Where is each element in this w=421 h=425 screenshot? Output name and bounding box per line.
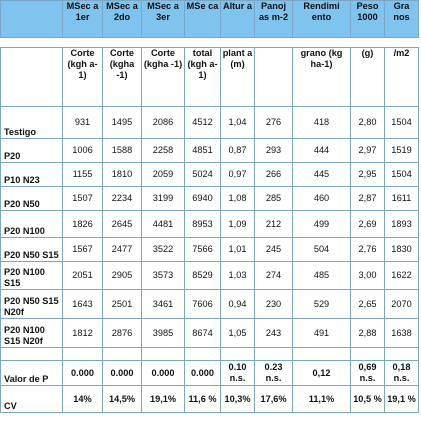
table-row	[1, 187, 419, 211]
table-cell: 931	[63, 107, 103, 139]
table-cell: 1,09	[221, 211, 255, 238]
table-cell: 485	[293, 262, 351, 290]
table-row	[1, 238, 419, 262]
table-row	[1, 211, 419, 238]
table-row	[1, 1, 419, 38]
table-cell: 2,65	[351, 290, 385, 319]
table-cell: 293	[255, 139, 293, 163]
table-row	[1, 38, 419, 48]
table-cell: 8529	[185, 262, 221, 290]
row-label: P20	[1, 139, 63, 163]
table-row	[1, 319, 419, 348]
table-cell: 243	[255, 319, 293, 348]
table-cell: 3199	[142, 187, 185, 211]
column-header: MSec a 1er	[63, 1, 103, 38]
footer-cell: 11,6 %	[185, 386, 221, 413]
table-cell: 212	[255, 211, 293, 238]
column-header: Peso 1000	[351, 1, 385, 38]
footer-cell: 0,69 n.s.	[351, 361, 385, 386]
table-row	[1, 348, 419, 361]
spacer-cell	[351, 38, 385, 48]
column-header: Panoj as m-2	[255, 1, 293, 38]
column-subheader: grano (kg ha-1)	[293, 48, 351, 107]
table-cell: 1,01	[221, 238, 255, 262]
table-cell: 2086	[142, 107, 185, 139]
table-cell: 1504	[385, 163, 419, 187]
footer-label: Valor de P	[1, 361, 63, 386]
column-header: Gra nos	[385, 1, 419, 38]
table-cell: 7566	[185, 238, 221, 262]
footer-cell: 0.000	[185, 361, 221, 386]
spacer-cell	[63, 38, 103, 48]
table-cell: 0,94	[221, 290, 255, 319]
table-cell: 1,08	[221, 187, 255, 211]
footer-cell: 11,1%	[293, 386, 351, 413]
spacer-cell	[103, 38, 142, 48]
blank-cell	[385, 348, 419, 361]
table-cell: 445	[293, 163, 351, 187]
blank-cell	[1, 348, 63, 361]
table-cell: 276	[255, 107, 293, 139]
table-row	[1, 262, 419, 290]
table-cell: 1830	[385, 238, 419, 262]
table-cell: 1519	[385, 139, 419, 163]
subheader-corner	[1, 48, 63, 107]
column-subheader: Corte (kgh a-1)	[63, 48, 103, 107]
table-cell: 274	[255, 262, 293, 290]
footer-cell: 19,1 %	[385, 386, 419, 413]
header-corner	[1, 1, 63, 38]
table-cell: 2,80	[351, 107, 385, 139]
table-row	[1, 107, 419, 139]
table-cell: 2059	[142, 163, 185, 187]
table-cell: 2,97	[351, 139, 385, 163]
table-cell: 1504	[385, 107, 419, 139]
table-cell: 499	[293, 211, 351, 238]
footer-cell: 0.000	[63, 361, 103, 386]
table-cell: 1006	[63, 139, 103, 163]
table-cell: 460	[293, 187, 351, 211]
table-cell: 3985	[142, 319, 185, 348]
table-cell: 2876	[103, 319, 142, 348]
table-cell: 1643	[63, 290, 103, 319]
footer-cell: 0.000	[142, 361, 185, 386]
table-cell: 266	[255, 163, 293, 187]
column-subheader: Corte (kgha -1)	[103, 48, 142, 107]
blank-cell	[103, 348, 142, 361]
footer-label: CV	[1, 386, 63, 413]
table-cell: 2,88	[351, 319, 385, 348]
table-cell: 2070	[385, 290, 419, 319]
table-cell: 1893	[385, 211, 419, 238]
footer-cell: 10,5 %	[351, 386, 385, 413]
blank-cell	[221, 348, 255, 361]
table-row	[1, 290, 419, 319]
footer-cell: 14%	[63, 386, 103, 413]
table-cell: 3522	[142, 238, 185, 262]
table-cell: 4851	[185, 139, 221, 163]
table-cell: 1567	[63, 238, 103, 262]
column-subheader: (g)	[351, 48, 385, 107]
column-subheader: Corte (kgha -1)	[142, 48, 185, 107]
footer-cell: 19,1%	[142, 386, 185, 413]
table-cell: 0,97	[221, 163, 255, 187]
table-cell: 1155	[63, 163, 103, 187]
table-cell: 1495	[103, 107, 142, 139]
row-label: P20 N50 S15 N20f	[1, 290, 63, 319]
column-header: Rendimi ento	[293, 1, 351, 38]
table-cell: 1810	[103, 163, 142, 187]
table-cell: 2,69	[351, 211, 385, 238]
table-cell: 230	[255, 290, 293, 319]
column-header: MSec a 2do	[103, 1, 142, 38]
column-header: MSe ca	[185, 1, 221, 38]
row-label: P20 N100 S15	[1, 262, 63, 290]
table-cell: 491	[293, 319, 351, 348]
table-cell: 5024	[185, 163, 221, 187]
table-cell: 2051	[63, 262, 103, 290]
row-label: P20 N50 S15	[1, 238, 63, 262]
blank-cell	[63, 348, 103, 361]
spacer-cell	[255, 38, 293, 48]
table-cell: 1507	[63, 187, 103, 211]
blank-cell	[142, 348, 185, 361]
blank-cell	[255, 348, 293, 361]
table-cell: 2,76	[351, 238, 385, 262]
spacer-cell	[185, 38, 221, 48]
table-cell: 4512	[185, 107, 221, 139]
footer-cell: 0.000	[103, 361, 142, 386]
table-cell: 1,05	[221, 319, 255, 348]
table-cell: 529	[293, 290, 351, 319]
column-header: Altur a	[221, 1, 255, 38]
table-row	[1, 386, 419, 413]
spacer-cell	[1, 38, 63, 48]
table-cell: 7606	[185, 290, 221, 319]
table-cell: 8674	[185, 319, 221, 348]
table-cell: 2,95	[351, 163, 385, 187]
row-label: P20 N50	[1, 187, 63, 211]
blank-cell	[185, 348, 221, 361]
table-cell: 2905	[103, 262, 142, 290]
table-cell: 0,87	[221, 139, 255, 163]
table-cell: 504	[293, 238, 351, 262]
table-cell: 245	[255, 238, 293, 262]
column-subheader: plant a (m)	[221, 48, 255, 107]
table-cell: 1588	[103, 139, 142, 163]
table-cell: 444	[293, 139, 351, 163]
table-cell: 1,03	[221, 262, 255, 290]
row-label: P20 N100	[1, 211, 63, 238]
table-cell: 2645	[103, 211, 142, 238]
column-subheader: total (kgh a-1)	[185, 48, 221, 107]
table-cell: 1,04	[221, 107, 255, 139]
table-row	[1, 361, 419, 386]
table-cell: 2234	[103, 187, 142, 211]
row-label: P20 N100 S15 N20f	[1, 319, 63, 348]
table-cell: 1611	[385, 187, 419, 211]
table-row	[1, 139, 419, 163]
footer-cell: 10,3%	[221, 386, 255, 413]
table-cell: 4481	[142, 211, 185, 238]
table-cell: 2,87	[351, 187, 385, 211]
footer-cell: 0,18 n.s.	[385, 361, 419, 386]
table-cell: 3461	[142, 290, 185, 319]
footer-cell: 0,12	[293, 361, 351, 386]
spacer-cell	[293, 38, 351, 48]
table-cell: 1826	[63, 211, 103, 238]
spacer-cell	[142, 38, 185, 48]
table-row	[1, 48, 419, 107]
table-cell: 1638	[385, 319, 419, 348]
table-cell: 2477	[103, 238, 142, 262]
table-cell: 3573	[142, 262, 185, 290]
table-cell: 1622	[385, 262, 419, 290]
table-cell: 3,00	[351, 262, 385, 290]
table-cell: 6940	[185, 187, 221, 211]
spacer-cell	[221, 38, 255, 48]
footer-cell: 0.10 n.s.	[221, 361, 255, 386]
table-cell: 418	[293, 107, 351, 139]
row-label: Testigo	[1, 107, 63, 139]
spacer-cell	[385, 38, 419, 48]
footer-cell: 14,5%	[103, 386, 142, 413]
footer-cell: 0.23 n.s.	[255, 361, 293, 386]
footer-cell: 17,6%	[255, 386, 293, 413]
column-subheader: /m2	[385, 48, 419, 107]
blank-cell	[293, 348, 351, 361]
table-cell: 8953	[185, 211, 221, 238]
column-header: MSec a 3er	[142, 1, 185, 38]
column-subheader	[255, 48, 293, 107]
table-cell: 1812	[63, 319, 103, 348]
blank-cell	[351, 348, 385, 361]
table-cell: 285	[255, 187, 293, 211]
row-label: P10 N23	[1, 163, 63, 187]
table-cell: 2258	[142, 139, 185, 163]
table-row	[1, 163, 419, 187]
table-cell: 2501	[103, 290, 142, 319]
